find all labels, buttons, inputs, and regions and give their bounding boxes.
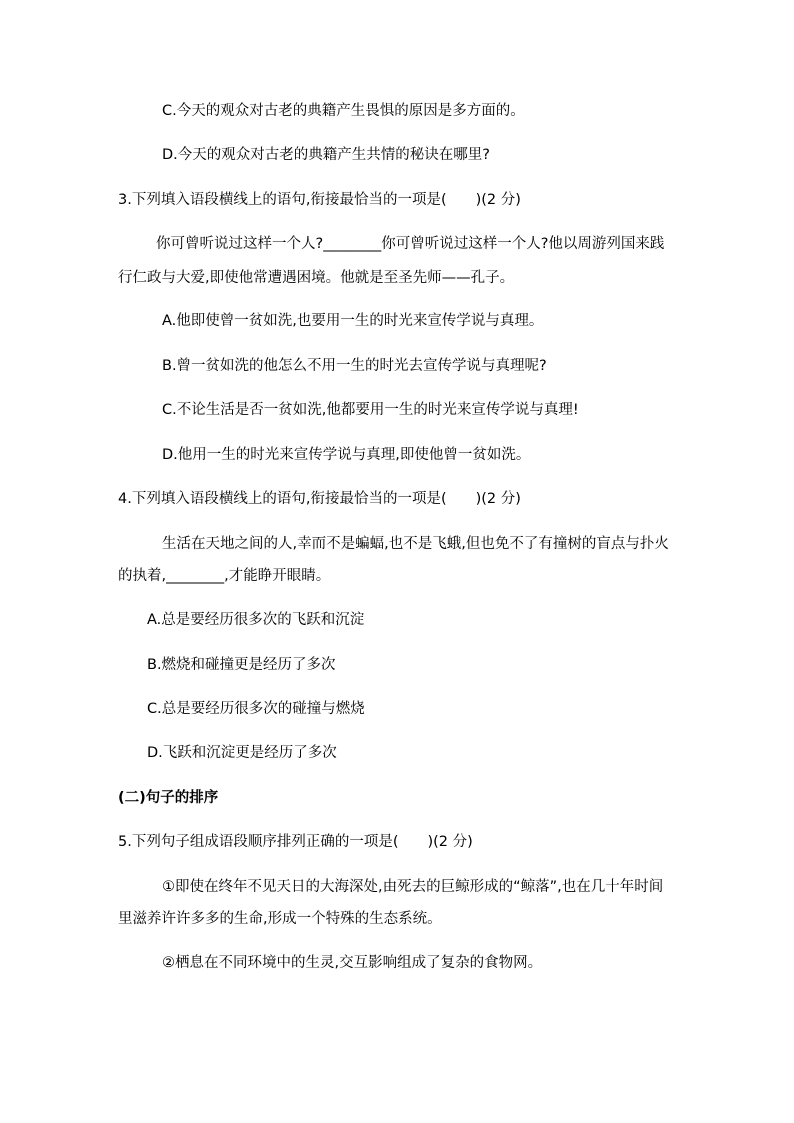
q3-option-c: C.不论生活是否一贫如洗,他都要用一生的时光来宣传学说与真理! (162, 402, 579, 418)
q3-option-d: D.他用一生的时光来宣传学说与真理,即使他曾一贫如洗。 (162, 447, 531, 463)
question-5: 5.下列句子组成语段顺序排列正确的一项是( )(2 分) (118, 834, 473, 850)
q3-passage-line-2: 行仁政与大爱,即使他常遭遇困境。他就是至圣先师——孔子。 (118, 270, 515, 286)
q4-passage-line-2: 的执着,________,才能睁开眼睛。 (118, 568, 331, 584)
question-3: 3.下列填入语段横线上的语句,衔接最恰当的一项是( )(2 分) (118, 192, 521, 208)
q2-option-c: C.今天的观众对古老的典籍产生畏惧的原因是多方面的。 (162, 103, 525, 119)
q4-option-b: B.燃烧和碰撞更是经历了多次 (147, 657, 336, 673)
question-4: 4.下列填入语段横线上的语句,衔接最恰当的一项是( )(2 分) (118, 491, 521, 507)
q4-option-a: A.总是要经历很多次的飞跃和沉淀 (147, 612, 365, 628)
q3-option-a: A.他即使曾一贫如洗,也要用一生的时光来宣传学说与真理。 (162, 313, 544, 329)
q4-option-c: C.总是要经历很多次的碰撞与燃烧 (147, 701, 365, 717)
q4-passage-line-1: 生活在天地之间的人,幸而不是蝙蝠,也不是飞蛾,但也免不了有撞树的盲点与扑火 (162, 536, 669, 552)
section-heading: (二)句子的排序 (118, 790, 219, 806)
q5-sentence-1-line-2: 里滋养许许多多的生命,形成一个特殊的生态系统。 (118, 911, 442, 927)
q2-option-d: D.今天的观众对古老的典籍产生共情的秘诀在哪里? (162, 147, 490, 163)
q3-option-b: B.曾一贫如洗的他怎么不用一生的时光去宣传学说与真理呢? (162, 358, 547, 374)
q3-passage-line-1: 你可曾听说过这样一个人?________你可曾听说过这样一个人?他以周游列国来践 (156, 236, 665, 252)
q4-option-d: D.飞跃和沉淀更是经历了多次 (147, 745, 337, 761)
q5-sentence-2: ②栖息在不同环境中的生灵,交互影响组成了复杂的食物网。 (162, 955, 543, 971)
q5-sentence-1-line-1: ①即使在终年不见天日的大海深处,由死去的巨鲸形成的“鲸落”,也在几十年时间 (162, 879, 664, 895)
